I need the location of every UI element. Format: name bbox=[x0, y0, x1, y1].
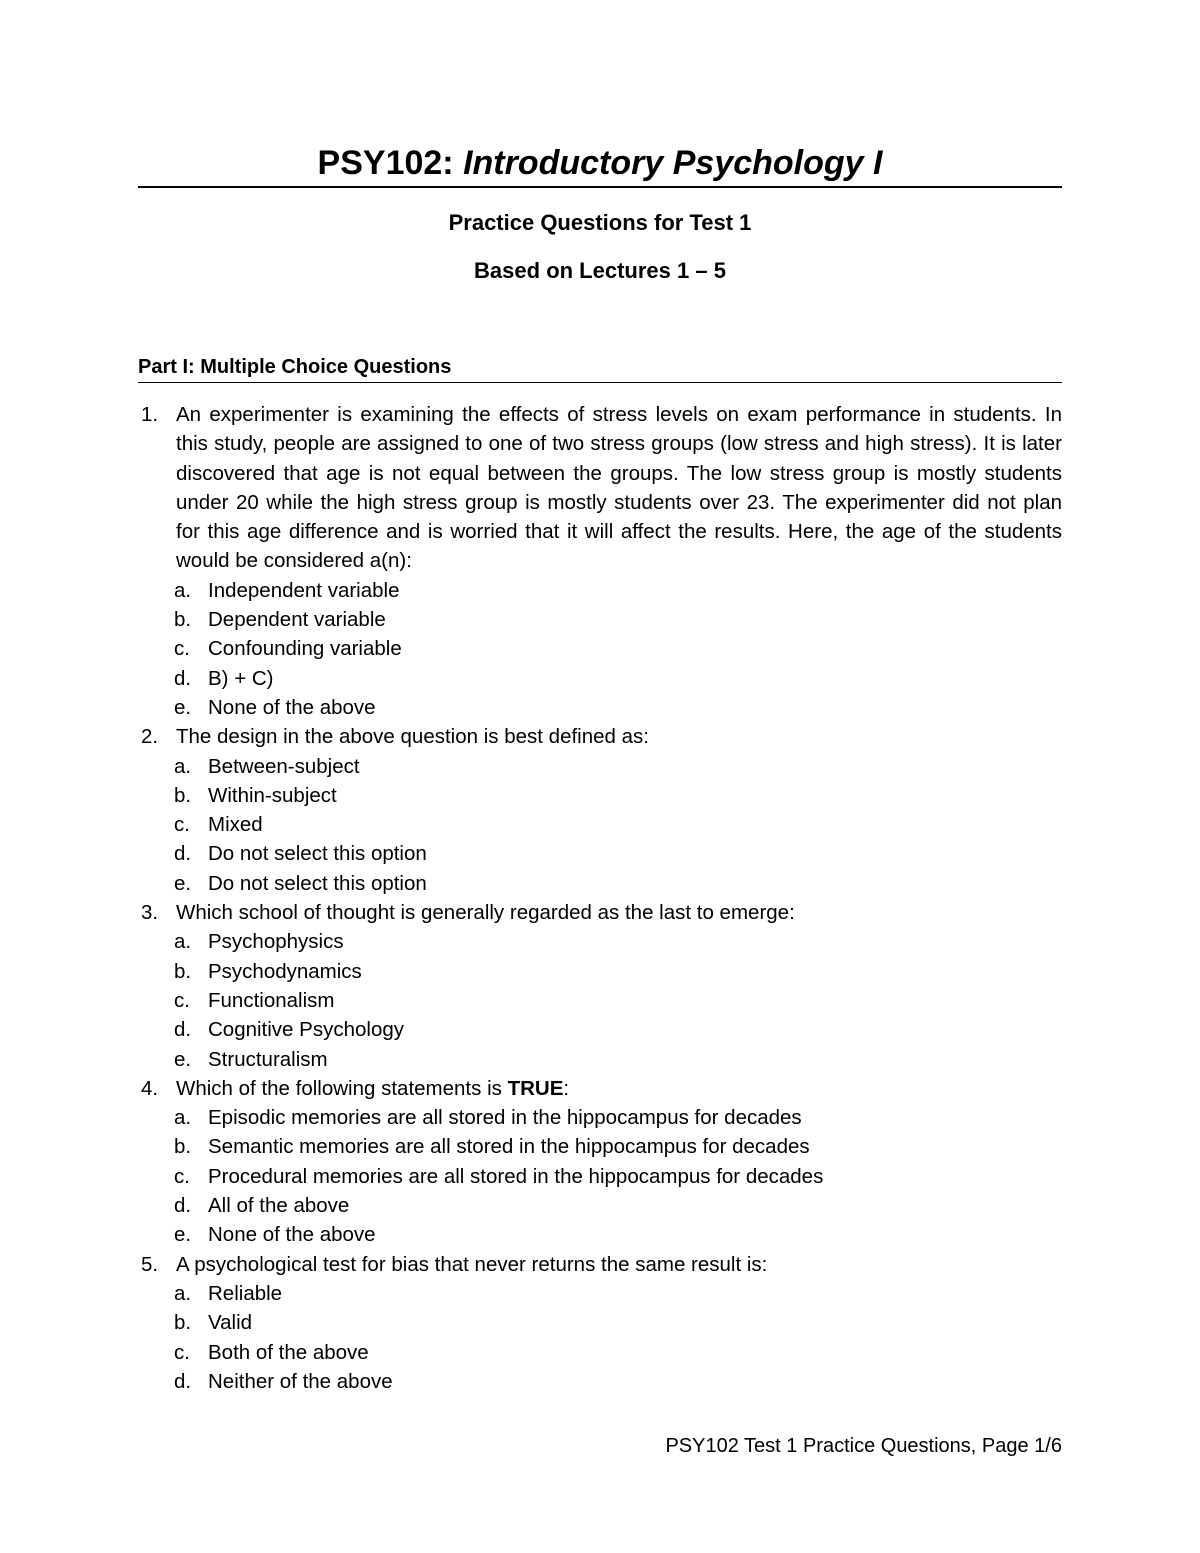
option-letter: e. bbox=[174, 871, 192, 895]
option-letter: e. bbox=[174, 1047, 192, 1071]
question-number: 2. bbox=[141, 725, 159, 749]
option-text: None of the above bbox=[208, 695, 376, 719]
course-name: Introductory Psychology I bbox=[463, 144, 883, 182]
option-text: Neither of the above bbox=[208, 1369, 393, 1393]
option-letter: a. bbox=[174, 1106, 192, 1130]
option-letter: a. bbox=[174, 578, 192, 602]
option-a bbox=[138, 927, 1062, 956]
question-number: 3. bbox=[141, 901, 159, 925]
title-divider bbox=[138, 186, 1062, 188]
question-text: A psychological test for bias that never returns the same result is: bbox=[176, 1252, 768, 1276]
option-b bbox=[138, 1132, 1062, 1161]
option-text: Reliable bbox=[208, 1281, 283, 1305]
option-text: Do not select this option bbox=[208, 871, 427, 895]
option-text: Do not select this option bbox=[208, 842, 427, 866]
option-e bbox=[138, 1045, 1062, 1074]
option-letter: b. bbox=[174, 1311, 192, 1335]
option-letter: c. bbox=[174, 637, 190, 661]
part-divider bbox=[138, 382, 1062, 383]
question-1-options bbox=[138, 576, 1062, 722]
option-c bbox=[138, 1338, 1062, 1367]
question-text: The design in the above question is best defined as: bbox=[176, 725, 649, 749]
option-a bbox=[138, 576, 1062, 605]
option-letter: c. bbox=[174, 1164, 190, 1188]
option-text: Psychophysics bbox=[208, 930, 344, 954]
option-letter: c. bbox=[174, 813, 190, 837]
option-c bbox=[138, 634, 1062, 663]
question-1 bbox=[138, 400, 1062, 576]
option-letter: b. bbox=[174, 783, 192, 807]
option-letter: e. bbox=[174, 695, 192, 719]
option-b bbox=[138, 957, 1062, 986]
option-text: Both of the above bbox=[208, 1340, 369, 1364]
option-d bbox=[138, 1191, 1062, 1220]
question-4-options bbox=[138, 1103, 1062, 1249]
option-a bbox=[138, 752, 1062, 781]
option-text: Structuralism bbox=[208, 1047, 328, 1071]
option-d bbox=[138, 839, 1062, 868]
option-a bbox=[138, 1279, 1062, 1308]
option-text: Semantic memories are all stored in the hippocampus for decades bbox=[208, 1135, 810, 1159]
option-letter: d. bbox=[174, 842, 192, 866]
option-c bbox=[138, 986, 1062, 1015]
option-letter: b. bbox=[174, 959, 192, 983]
option-d bbox=[138, 1015, 1062, 1044]
question-3 bbox=[138, 898, 1062, 927]
option-c bbox=[138, 1162, 1062, 1191]
option-letter: e. bbox=[174, 1223, 192, 1247]
option-letter: d. bbox=[174, 1018, 192, 1042]
question-text bbox=[176, 1074, 1062, 1103]
question-number: 4. bbox=[141, 1076, 159, 1100]
question-number: 5. bbox=[141, 1252, 159, 1276]
option-text: Within-subject bbox=[208, 783, 337, 807]
page-footer: PSY102 Test 1 Practice Questions, Page 1/6 bbox=[665, 1435, 1062, 1457]
course-code: PSY102: bbox=[317, 144, 454, 182]
question-text-tail: : bbox=[563, 1076, 570, 1100]
option-e bbox=[138, 693, 1062, 722]
option-d bbox=[138, 1367, 1062, 1396]
option-b bbox=[138, 1308, 1062, 1337]
option-e bbox=[138, 1220, 1062, 1249]
part-heading: Part I: Multiple Choice Questions bbox=[138, 356, 452, 378]
subtitle-lectures: Based on Lectures 1 – 5 bbox=[474, 258, 726, 283]
question-text-lead: Which of the following statements is bbox=[176, 1076, 508, 1100]
option-letter: d. bbox=[174, 1369, 192, 1393]
question-text-emphasis: TRUE bbox=[507, 1076, 564, 1100]
option-text: Independent variable bbox=[208, 578, 400, 602]
option-text: Valid bbox=[208, 1311, 253, 1335]
question-text: An experimenter is examining the effects of stress levels on exam performance in students. In this study, people are assigned to one of two stress groups (low stress and high stress). It is later discovered that age is not equal between the groups. The low stress group is mostly students under 20 while the high stress group is mostly students over 23. The experimenter did not plan for this age difference and is worried that it will affect the results. Here, the age of the students would be considered a(n): bbox=[176, 403, 1062, 573]
option-b bbox=[138, 605, 1062, 634]
option-b bbox=[138, 781, 1062, 810]
option-letter: c. bbox=[174, 1340, 190, 1364]
option-letter: c. bbox=[174, 988, 190, 1012]
option-letter: b. bbox=[174, 608, 192, 632]
question-3-options bbox=[138, 927, 1062, 1073]
option-letter: a. bbox=[174, 930, 192, 954]
page-title bbox=[138, 143, 1062, 183]
question-4 bbox=[138, 1074, 1062, 1103]
option-d bbox=[138, 664, 1062, 693]
option-letter: d. bbox=[174, 666, 192, 690]
question-text: Which school of thought is generally regarded as the last to emerge: bbox=[176, 901, 795, 925]
option-letter: b. bbox=[174, 1135, 192, 1159]
option-text: Mixed bbox=[208, 813, 263, 837]
option-c bbox=[138, 810, 1062, 839]
question-list bbox=[138, 400, 1062, 1396]
option-text: Episodic memories are all stored in the hippocampus for decades bbox=[208, 1106, 802, 1130]
option-text: None of the above bbox=[208, 1223, 376, 1247]
option-text: Psychodynamics bbox=[208, 959, 362, 983]
question-2 bbox=[138, 722, 1062, 751]
question-number: 1. bbox=[141, 403, 159, 426]
option-letter: a. bbox=[174, 1281, 192, 1305]
option-text: Confounding variable bbox=[208, 637, 402, 661]
option-letter: a. bbox=[174, 754, 192, 778]
option-text: Between-subject bbox=[208, 754, 360, 778]
subtitle-practice-questions: Practice Questions for Test 1 bbox=[448, 210, 752, 235]
option-a bbox=[138, 1103, 1062, 1132]
option-text: All of the above bbox=[208, 1194, 350, 1218]
question-2-options bbox=[138, 752, 1062, 898]
option-text: Cognitive Psychology bbox=[208, 1018, 404, 1042]
option-text: B) + C) bbox=[208, 666, 274, 690]
question-5-options bbox=[138, 1279, 1062, 1396]
question-5 bbox=[138, 1250, 1062, 1279]
option-letter: d. bbox=[174, 1194, 192, 1218]
option-e bbox=[138, 869, 1062, 898]
option-text: Dependent variable bbox=[208, 608, 386, 632]
option-text: Procedural memories are all stored in the hippocampus for decades bbox=[208, 1164, 824, 1188]
option-text: Functionalism bbox=[208, 988, 335, 1012]
